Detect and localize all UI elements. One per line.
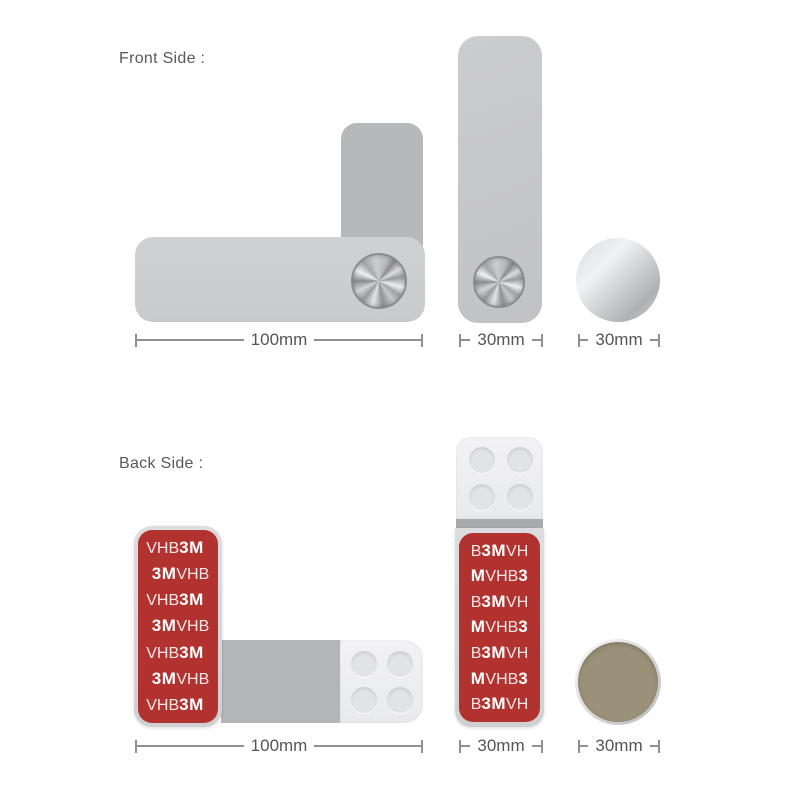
dimension-100mm-back (135, 738, 423, 754)
magnet-dot-icon (351, 687, 377, 713)
tape-text-row: B 3M VH (470, 591, 529, 611)
dimension-line (650, 339, 658, 341)
dimension-tick (658, 334, 660, 347)
tape-text-row: VHB 3M (146, 590, 204, 610)
dimension-100mm-front (135, 332, 423, 348)
dimension-tick (541, 740, 543, 753)
tape-text-row: M VHB 3 (470, 668, 529, 688)
tape-text-row: B 3M VH (470, 540, 529, 560)
tape-text-row: VHB 3M (146, 538, 204, 558)
magnet-dot-icon (387, 651, 413, 677)
adhesive-face (578, 642, 658, 722)
magnet-dot-icon (507, 484, 533, 510)
tape-text-row: VHB 3M (146, 642, 204, 662)
magnet-dot-icon (387, 687, 413, 713)
dimension-label: 30mm (595, 330, 643, 349)
magnet-plate (456, 437, 543, 519)
dimension-label: 100mm (250, 736, 308, 755)
magnet-plate (340, 640, 423, 723)
vhb-adhesive-tape (459, 533, 540, 722)
dimension-label: 30mm (477, 330, 525, 349)
dimension-30mm-disc-back (578, 738, 660, 754)
brushed-metal-disc-icon (351, 253, 407, 309)
tape-text-row: B 3M VH (470, 643, 529, 663)
dimension-30mm-bar-back (459, 738, 543, 754)
dimension-tick (658, 740, 660, 753)
dimension-line (580, 339, 588, 341)
dimension-line (580, 745, 588, 747)
dimension-line (461, 745, 470, 747)
vhb-adhesive-tape (138, 530, 218, 723)
round-metal-plate-front (576, 238, 660, 322)
tape-text-row: B 3M VH (470, 694, 529, 714)
dimension-tick (541, 334, 543, 347)
tape-text-row: 3M VHB (151, 564, 210, 584)
dimension-label: 100mm (250, 330, 308, 349)
dimension-line (314, 745, 421, 747)
tape-text-row: M VHB 3 (470, 566, 529, 586)
dimension-line (532, 745, 541, 747)
magnet-dot-icon (469, 484, 495, 510)
dimension-line (137, 745, 244, 747)
dimension-label: 30mm (477, 736, 525, 755)
dimension-30mm-bar-front (459, 332, 543, 348)
tape-text-row: M VHB 3 (470, 617, 529, 637)
magnet-dot-icon (507, 447, 533, 473)
round-metal-plate-back (575, 639, 661, 725)
dimension-30mm-disc-front (578, 332, 660, 348)
back-side-label: Back Side : (119, 455, 204, 472)
dimension-line (461, 339, 470, 341)
brushed-metal-disc-icon (473, 256, 525, 308)
front-side-label: Front Side : (119, 50, 206, 67)
tape-text-row: 3M VHB (151, 616, 210, 636)
dimension-line (650, 745, 658, 747)
dimension-line (137, 339, 244, 341)
dimension-line (314, 339, 421, 341)
l-bracket-back-arm (221, 640, 341, 723)
dimension-line (532, 339, 541, 341)
tape-text-row: 3M VHB (151, 668, 210, 688)
magnet-dot-icon (469, 447, 495, 473)
dimension-label: 30mm (595, 736, 643, 755)
plate-divider (456, 519, 543, 528)
dimension-tick (421, 740, 423, 753)
tape-text-row: VHB 3M (146, 694, 204, 714)
dimension-tick (421, 334, 423, 347)
magnet-dot-icon (351, 651, 377, 677)
